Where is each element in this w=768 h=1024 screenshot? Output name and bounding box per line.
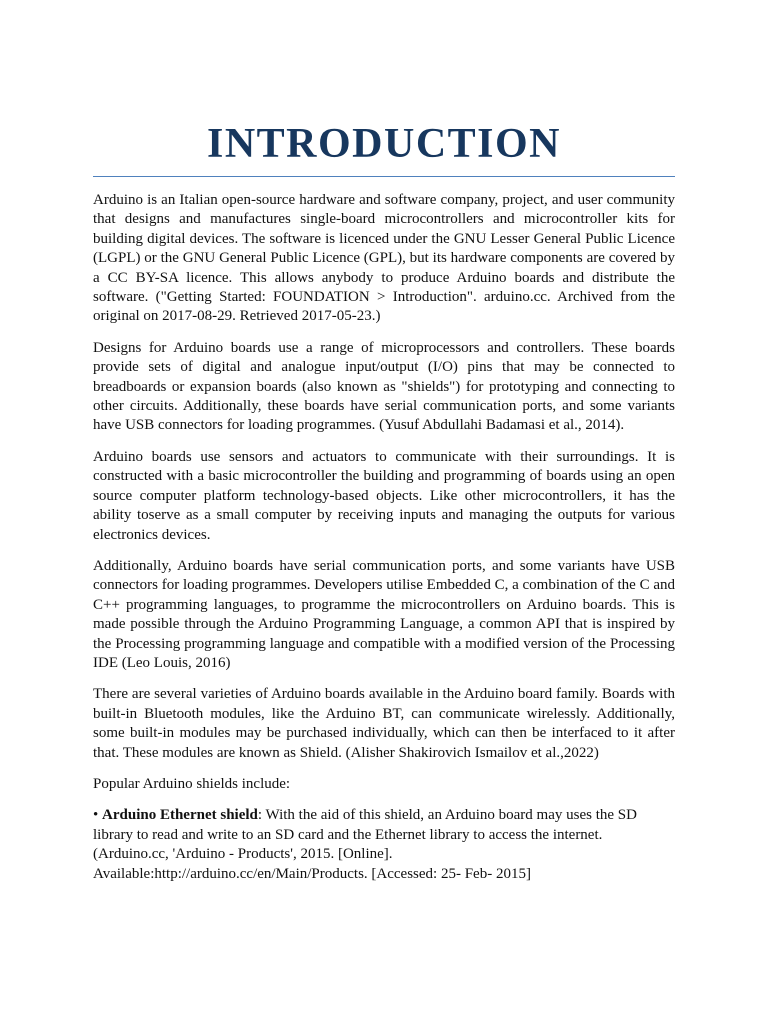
paragraph-sensors-actuators: Arduino boards use sensors and actuators to communicate with their surroundings. It is constructed with a basic microcontroller the building and programming of boards using an open source computer platform technology-based objects. Like other microcontrollers, it has the ability toserve as a small computer by receiving inputs and managing the outputs for various electronics devices. <box>93 448 675 543</box>
page-title: INTRODUCTION <box>206 121 562 167</box>
paragraph-arduino-overview: Arduino is an Italian open-source hardware and software company, project, and user community that designs and manufactures single-board microcontrollers and microcontroller kits for building digital devices. The software is licenced under the GNU Lesser General Public Licence (LGPL) or the GNU General Public Licence (GPL), but its hardware components are covered by a CC BY-SA licence. This allows anybody to produce Arduino boards and distribute the software. ("Getting Started: FOUNDATION > Introduction". arduino.cc. Archived from the original on 2017-08-29. Retrieved 2017-05-23.) <box>93 192 675 325</box>
shields-intro: Popular Arduino shields include: <box>93 775 291 792</box>
paragraph-board-varieties: There are several varieties of Arduino boards available in the Arduino board family. Boards with built-in Bluetooth modules, like the Arduino BT, can communicate wirelessly. Additionally, some built-in modules may be purchased individually, which can then be interfaced to it after that. These modules are known as Shield. (Alisher Shakirovich Ismailov et al.,2022) <box>93 686 675 761</box>
document-page <box>93 118 675 884</box>
bullet-text: : With the aid of this shield, an Arduino board may uses the SD library to read and write to an SD card and the Ethernet library to access the internet. <box>93 807 637 843</box>
bullet-ethernet-shield <box>93 806 675 884</box>
bullet-marker: • <box>93 807 99 824</box>
title-divider <box>93 176 675 177</box>
bullet-reference-line-2: Available:http://arduino.cc/en/Main/Products. [Accessed: 25- Feb- 2015] <box>93 865 531 882</box>
paragraph-programming: Additionally, Arduino boards have serial communication ports, and some variants have USB connectors for loading programmes. Developers utilise Embedded C, a combination of the C and C++ programming languages, to programme the microcontrollers on Arduino boards. This is made possible through the Arduino Programming Language, a common API that is inspired by the Processing programming language and compatible with a modified version of the Processing IDE (Leo Louis, 2016) <box>93 557 675 671</box>
bullet-reference-line-1: (Arduino.cc, 'Arduino - Products', 2015. [Online]. <box>93 846 393 863</box>
bullet-term: Arduino Ethernet shield <box>102 807 258 824</box>
paragraph-board-designs: Designs for Arduino boards use a range of microprocessors and controllers. These boards provide sets of digital and analogue input/output (I/O) pins that may be connected to breadboards or expansion boards (also known as "shields") for prototyping and connecting to other circuits. Additionally, these boards have serial communication ports, and some variants have USB connectors for loading programmes. (Yusuf Abdullahi Badamasi et al., 2014). <box>93 339 675 434</box>
